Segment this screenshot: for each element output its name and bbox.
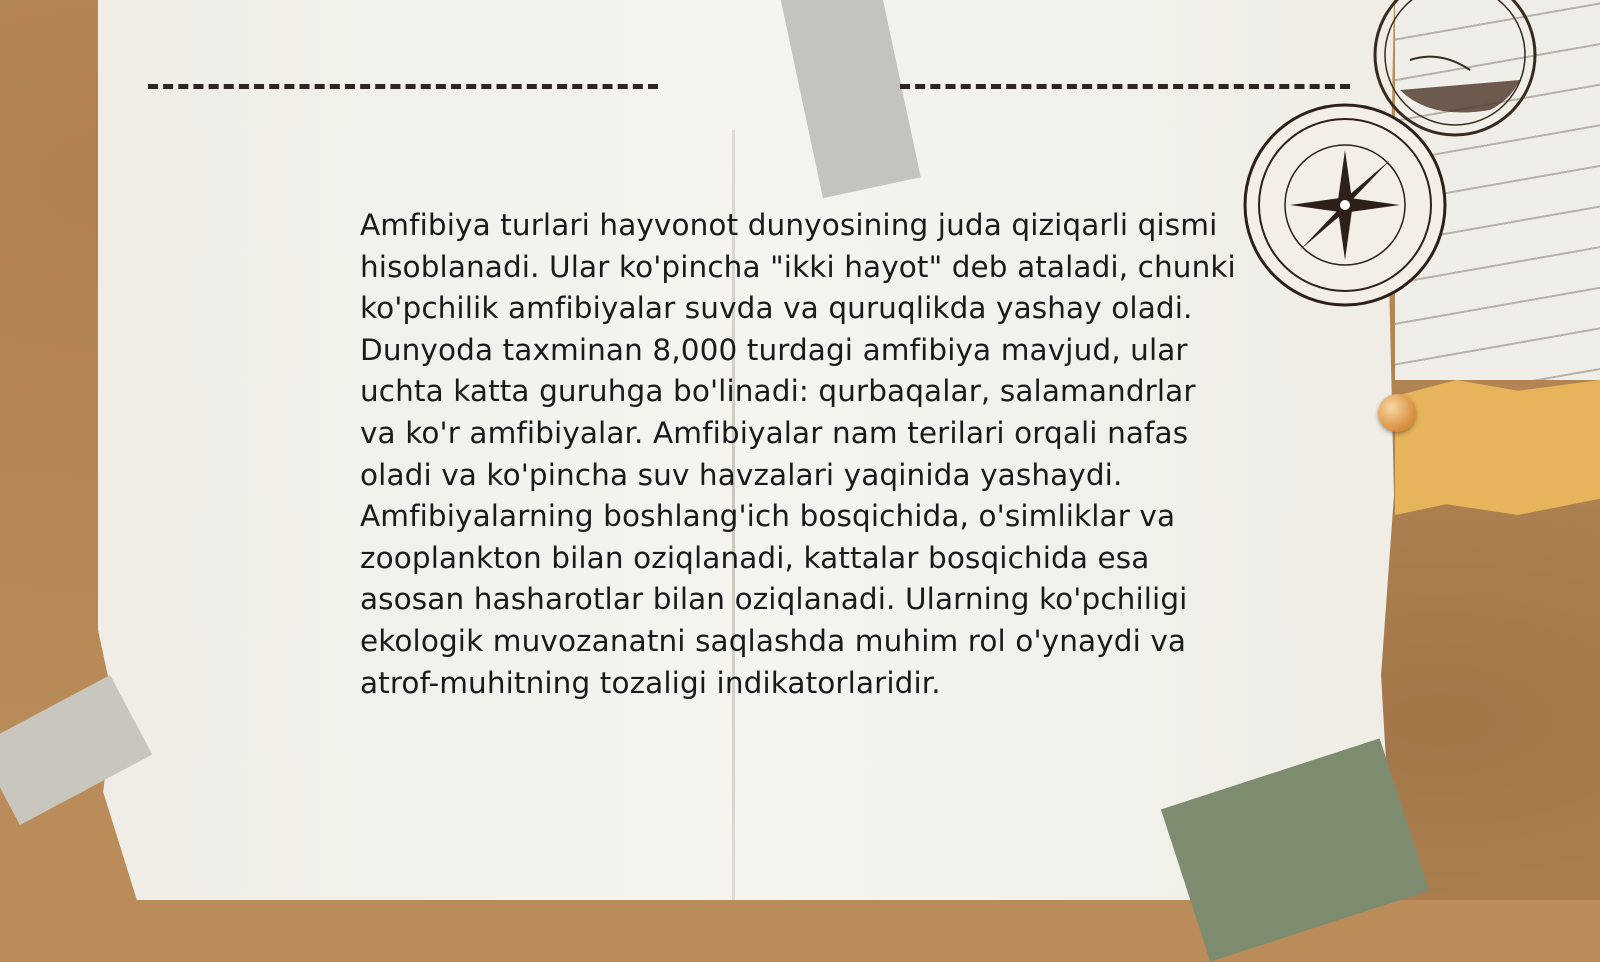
compass-icon bbox=[1240, 100, 1450, 310]
pushpin-icon bbox=[1378, 394, 1416, 432]
dashed-divider-left bbox=[148, 84, 658, 89]
dashed-divider-right bbox=[900, 84, 1350, 89]
orange-paper-strip bbox=[1395, 380, 1600, 515]
body-text: Amfibiya turlari hayvonot dunyosining juda qiziqarli qismi hisoblanadi. Ular ko'pincha "ikki hayot" deb ataladi, chunki ko'pchilik amfibiyalar suvda va quruqlikda yashay oladi. Dunyoda taxminan 8,000 turdagi amfibiya mavjud, ular uchta katta guruhga bo'linadi: qurbaqalar, salamandrlar va ko'r amfibiyalar. Amfibiyalar nam terilari orqali nafas oladi va ko'pincha suv havzalari yaqinida yashaydi. Amfibiyalarning boshlang'ich bosqichida, o'simliklar va zooplankton bilan oziqlanadi, kattalar bosqichida esa asosan hasharotlar bilan oziqlanadi. Ularning ko'pchiligi ekologik muvozanatni saqlashda muhim rol o'ynaydi va atrof-muhitning tozaligi indikatorlaridir. bbox=[360, 208, 1236, 700]
